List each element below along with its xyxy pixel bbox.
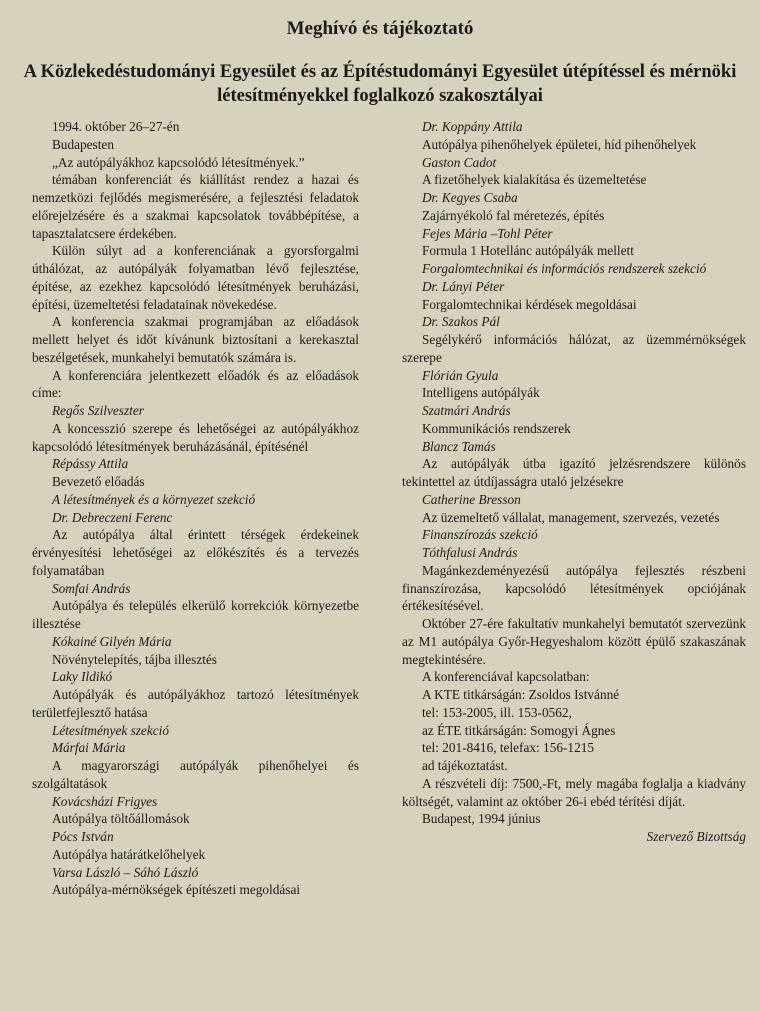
left-column [32,118,359,899]
intro-paragraph: A konferencia szakmai programjában az előadások mellett helyet és időt kívánunk biztosítani a kerekasztal beszélgetések, munkahelyi bemutatók számára is. [32,314,359,365]
speaker-name: Répássy Attila [51,456,129,472]
signature-organizing-committee: Szervező Bizottság [646,829,746,844]
contact-kte: A KTE titkárságán: Zsoldos Istvánné [421,687,620,702]
speaker-name: Regős Szilveszter [51,403,144,418]
talk-title: Autópálya töltőállomások [51,811,190,827]
section-title: Finanszírozás szekció [421,527,538,543]
talk-title: A koncesszió szerepe és lehetőségei az autópályákhoz kapcsolódó létesítmények beruházásánál, építésénél [32,420,359,454]
speaker-name: Dr. Koppány Attila [421,119,523,134]
section-title: Forgalomtechnikai és információs rendszerek szekció [421,261,707,276]
talk-title: Zajárnyékoló fal méretezés, építés [421,207,605,223]
fee-paragraph: A részvételi díj: 7500,-Ft, mely magába foglalja a kiadvány költségét, valamint az október 26-i ebéd térítési díját. [402,775,746,809]
talk-title: Intelligens autópályák [421,385,540,401]
talk-title: A fizetőhelyek kialakítása és üzemeltetése [421,172,647,188]
page-title: Meghívó és tájékoztató [286,18,474,39]
speaker-name: Kókainé Gilyén Mária [51,633,172,649]
talk-title: Növénytelepítés, tájba illesztés [51,651,217,667]
speaker-name: Dr. Kegyes Csaba [421,190,518,205]
section-title: Létesítmények szekció [51,722,169,738]
talk-title: Autópálya határátkelőhelyek [51,846,206,862]
event-place: Budapesten [51,136,114,152]
talk-title: A magyarországi autópályák pihenőhelyei és szolgáltatások [32,758,359,791]
speaker-name: Blancz Tamás [421,438,496,454]
site-visit-paragraph: Október 27-ére fakultatív munkahelyi bemutatót szervezünk az M1 autópálya Győr-Hegyeshalom között épülő szakaszának megtekintésére. [402,616,746,667]
talk-title: Autópálya pihenőhelyek épületei, híd pihenőhelyek [421,136,697,152]
contact-ete-phone: tel: 201-8416, telefax: 156-1215 [421,740,595,756]
speaker-name: Somfai András [51,580,131,596]
talk-title: Az üzemeltető vállalat, management, szervezés, vezetés [421,509,720,525]
speaker-name: Gaston Cadot [421,154,497,170]
talk-title: Kommunikációs rendszerek [421,420,571,436]
speaker-name: Fejes Mária –Tohl Péter [421,225,553,241]
contact-ete: az ÉTE titkárságán: Somogyi Ágnes [421,722,616,738]
speaker-name: Dr. Lányi Péter [421,278,505,294]
speaker-name: Szatmári András [421,403,511,418]
contact-closing: ad tájékoztatást. [421,758,508,773]
right-column [402,118,746,846]
speaker-name: Laky Ildikó [51,669,113,685]
page-subtitle: A Közlekedéstudományi Egyesület és az Építéstudományi Egyesület útépítéssel és mérnöki létesítményekkel foglalkozó szakosztályai [23,62,737,106]
talk-title: Forgalomtechnikai kérdések megoldásai [421,296,637,312]
talk-title: Autópálya-mérnökségek építészeti megoldásai [51,882,301,898]
talk-title: Autópályák és autópályákhoz tartozó létesítmények területfejlesztő hatása [32,687,359,720]
speaker-name: Dr. Szakos Pál [421,314,500,330]
speaker-name: Tóthfalusi András [421,545,518,560]
talk-title: Az autópálya által érintett térségek érdekeinek érvényesítési lehetőségei az előkészítés és a tervezés folyamatában [32,527,359,578]
section-title: A létesítmények és a környezet szekció [51,491,256,507]
place-date: Budapest, 1994 június [421,811,541,827]
event-topic: „Az autópályákhoz kapcsolódó létesítmények.” [51,154,305,170]
contact-kte-phone: tel: 153-2005, ill. 153-0562, [421,704,572,720]
speaker-name: Flórián Gyula [421,367,499,383]
speaker-name: Pócs István [51,829,114,844]
intro-paragraph: Külön súlyt ad a konferenciának a gyorsforgalmi úthálózat, az autópályák folyamatban lévő fejlesztése, építése, az ezekhez kapcsolódó létesítmények beruházási, építési, üzemeltetési feladatainak növekedése. [32,243,359,312]
talk-title: Bevezető előadás [51,474,145,489]
talk-title: Az autópályák útba igazító jelzésrendszere különös tekintettel az útdíjasságra utaló jelzésekre [402,456,746,489]
talk-title: Segélykérő információs hálózat, az üzemmérnökségek szerepe [402,332,746,365]
intro-paragraph: témában konferenciát és kiállítást rendez a hazai és nemzetközi fejlődés megismerésére, a fejlesztési feladatok előrejelzésére és a szakmai kapcsolatok továbbépítése, a tapasztalatcsere érdekében. [32,172,359,241]
speaker-name: Kovácsházi Frigyes [51,793,158,809]
speakers-intro: A konferenciára jelentkezett előadók és az előadások címe: [32,367,359,401]
talk-title: Autópálya és település elkerülő korrekciók környezetbe illesztése [32,598,359,631]
talk-title: Magánkezdeményezésű autópálya fejlesztés részbeni finanszírozása, kapcsolódó létesítmények opciójának értékesítésével. [402,562,746,614]
contact-intro: A konferenciával kapcsolatban: [421,669,590,685]
speaker-name: Dr. Debreczeni Ferenc [51,509,173,525]
speaker-name: Varsa László – Sáhó László [51,864,199,880]
talk-title: Formula 1 Hotellánc autópályák mellett [421,243,634,259]
speaker-name: Márfai Mária [51,740,126,756]
event-date: 1994. október 26–27-én [51,119,180,134]
speaker-name: Catherine Bresson [421,491,521,507]
